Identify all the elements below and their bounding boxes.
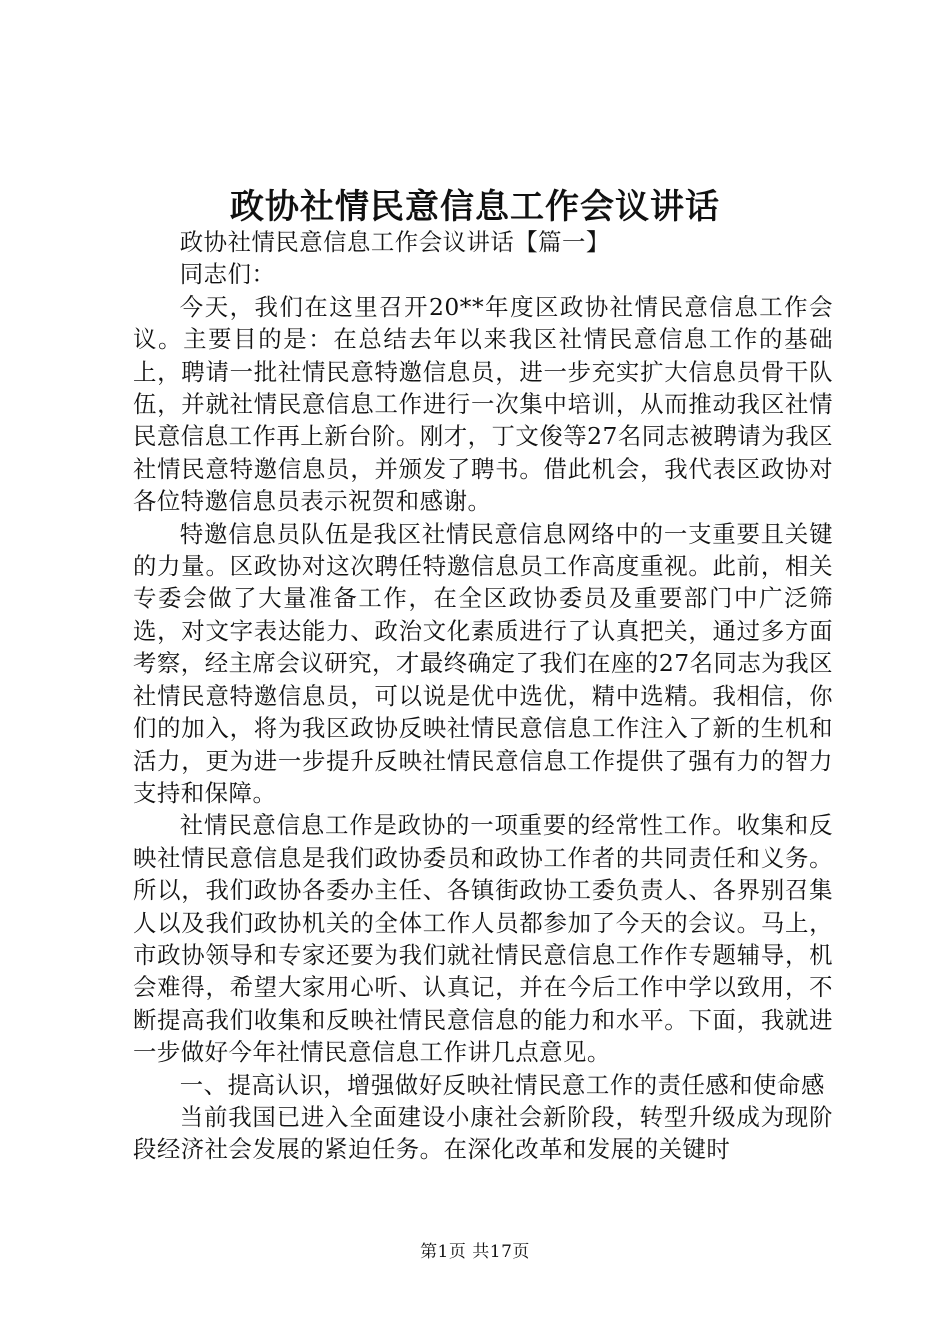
paragraph: 当前我国已进入全面建设小康社会新阶段，转型升级成为现阶段经济社会发展的紧迫任务。在深化改革和发展的关键时	[133, 1102, 833, 1164]
subheading: 一、提高认识，增强做好反映社情民意工作的责任感和使命感	[179, 1070, 825, 1099]
paragraph: 今天，我们在这里召开20**年度区政协社情民意信息工作会议。主要目的是：在总结去年以来我区社情民意信息工作的基础上，聘请一批社情民意特邀信息员，进一步充实扩大信息员骨干队伍，并就社情民意信息工作进行一次集中培训，从而推动我区社情民意信息工作再上新台阶。刚才，丁文俊等27名同志被聘请为我区社情民意特邀信息员，并颁发了聘书。借此机会，我代表区政协对各位特邀信息员表示祝贺和感谢。	[133, 292, 833, 516]
salutation: 同志们：	[179, 260, 276, 289]
section-heading: 政协社情民意信息工作会议讲话【篇一】	[179, 228, 610, 256]
page-footer: 第1页 共17页	[420, 1242, 530, 1262]
document-title: 政协社情民意信息工作会议讲话	[230, 187, 720, 227]
document-body	[133, 226, 833, 1166]
paragraph: 特邀信息员队伍是我区社情民意信息网络中的一支重要且关键的力量。区政协对这次聘任特邀信息员工作高度重视。此前，相关专委会做了大量准备工作，在全区政协委员及重要部门中广泛筛选，对文字表达能力、政治文化素质进行了认真把关，通过多方面考察，经主席会议研究，才最终确定了我们在座的27名同志为我区社情民意特邀信息员，可以说是优中选优，精中选精。我相信，你们的加入，将为我区政协反映社情民意信息工作注入了新的生机和活力，更为进一步提升反映社情民意信息工作提供了强有力的智力支持和保障。	[133, 519, 833, 807]
paragraph: 社情民意信息工作是政协的一项重要的经常性工作。收集和反映社情民意信息是我们政协委员和政协工作者的共同责任和义务。所以，我们政协各委办主任、各镇街政协工委负责人、各界别召集人以及我们政协机关的全体工作人员都参加了今天的会议。马上，市政协领导和专家还要为我们就社情民意信息工作作专题辅导，机会难得，希望大家用心听、认真记，并在今后工作中学以致用，不断提高我们收集和反映社情民意信息的能力和水平。下面，我就进一步做好今年社情民意信息工作讲几点意见。	[133, 811, 833, 1067]
